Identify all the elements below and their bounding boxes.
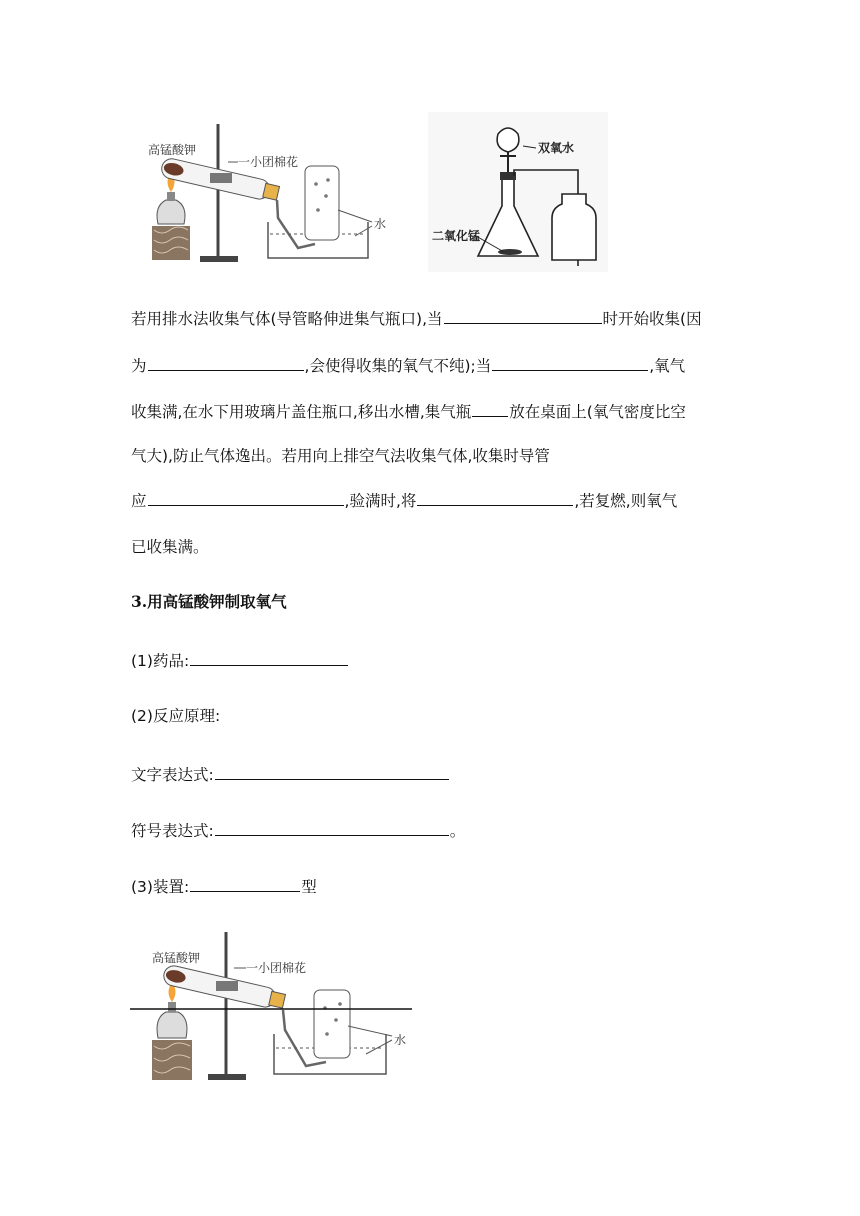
section-3-heading: 3.用高锰酸钾制取氧气 [131, 592, 287, 611]
paragraph-line-4 [131, 446, 550, 466]
item-1-label: (1)药品: [131, 652, 190, 670]
text: ,验满时,将 [344, 492, 417, 510]
text: 放在桌面上(氧气密度比空 [509, 403, 686, 421]
label-water: 水 [374, 217, 387, 231]
paragraph-line-3 [131, 401, 686, 422]
text: 时开始收集(因 [602, 310, 702, 328]
item-1 [131, 650, 349, 671]
fill-blank[interactable] [148, 490, 344, 506]
label-h2o2: 双氧水 [538, 141, 575, 155]
item-3 [131, 876, 317, 897]
item-2: (2)反应原理: [131, 707, 221, 725]
text: 若用排水法收集气体(导管略伸进集气瓶口),当 [131, 310, 443, 328]
fill-blank[interactable] [492, 355, 648, 371]
paragraph-line-5 [131, 490, 677, 511]
symbol-equation [131, 820, 465, 841]
fill-blank[interactable] [190, 876, 300, 892]
symbol-equation-label: 符号表达式: [131, 822, 214, 840]
kmno4-apparatus-figure-bottom [130, 928, 415, 1088]
item-3-label: (3)装置: [131, 878, 190, 896]
text: 为 [131, 357, 147, 375]
fill-blank[interactable] [148, 355, 304, 371]
label-water: 水 [394, 1033, 407, 1047]
label-mno2: 二氧化锰 [432, 229, 481, 243]
text: 气大),防止气体逸出。若用向上排空气法收集气体,收集时导管 [131, 447, 550, 465]
fill-blank[interactable] [444, 308, 602, 324]
label-kmno4: 高锰酸钾 [152, 951, 201, 965]
text: 收集满,在水下用玻璃片盖住瓶口,移出水槽,集气瓶 [131, 403, 472, 421]
text: ,若复燃,则氧气 [574, 492, 678, 510]
fill-blank[interactable] [215, 764, 449, 780]
word-equation-label: 文字表达式: [131, 766, 214, 784]
label-kmno4: 高锰酸钾 [148, 143, 197, 157]
text: ,会使得收集的氧气不纯);当 [304, 357, 492, 375]
paragraph-line-1 [131, 308, 702, 329]
kmno4-apparatus-figure-top [140, 118, 400, 268]
label-cotton: 一小团棉花 [246, 961, 307, 975]
period: 。 [449, 822, 466, 840]
paragraph-line-2 [131, 355, 685, 376]
fill-blank[interactable] [215, 820, 449, 836]
text: 已收集满。 [131, 538, 209, 556]
text: 应 [131, 492, 147, 510]
word-equation [131, 764, 450, 785]
fill-blank[interactable] [190, 650, 348, 666]
paragraph-line-6 [131, 537, 209, 557]
text: ,氧气 [649, 357, 686, 375]
item-3-suffix: 型 [301, 878, 317, 896]
fill-blank[interactable] [417, 490, 573, 506]
h2o2-apparatus-figure [428, 112, 608, 272]
label-cotton: 一小团棉花 [238, 155, 299, 169]
fill-blank[interactable] [472, 401, 508, 417]
